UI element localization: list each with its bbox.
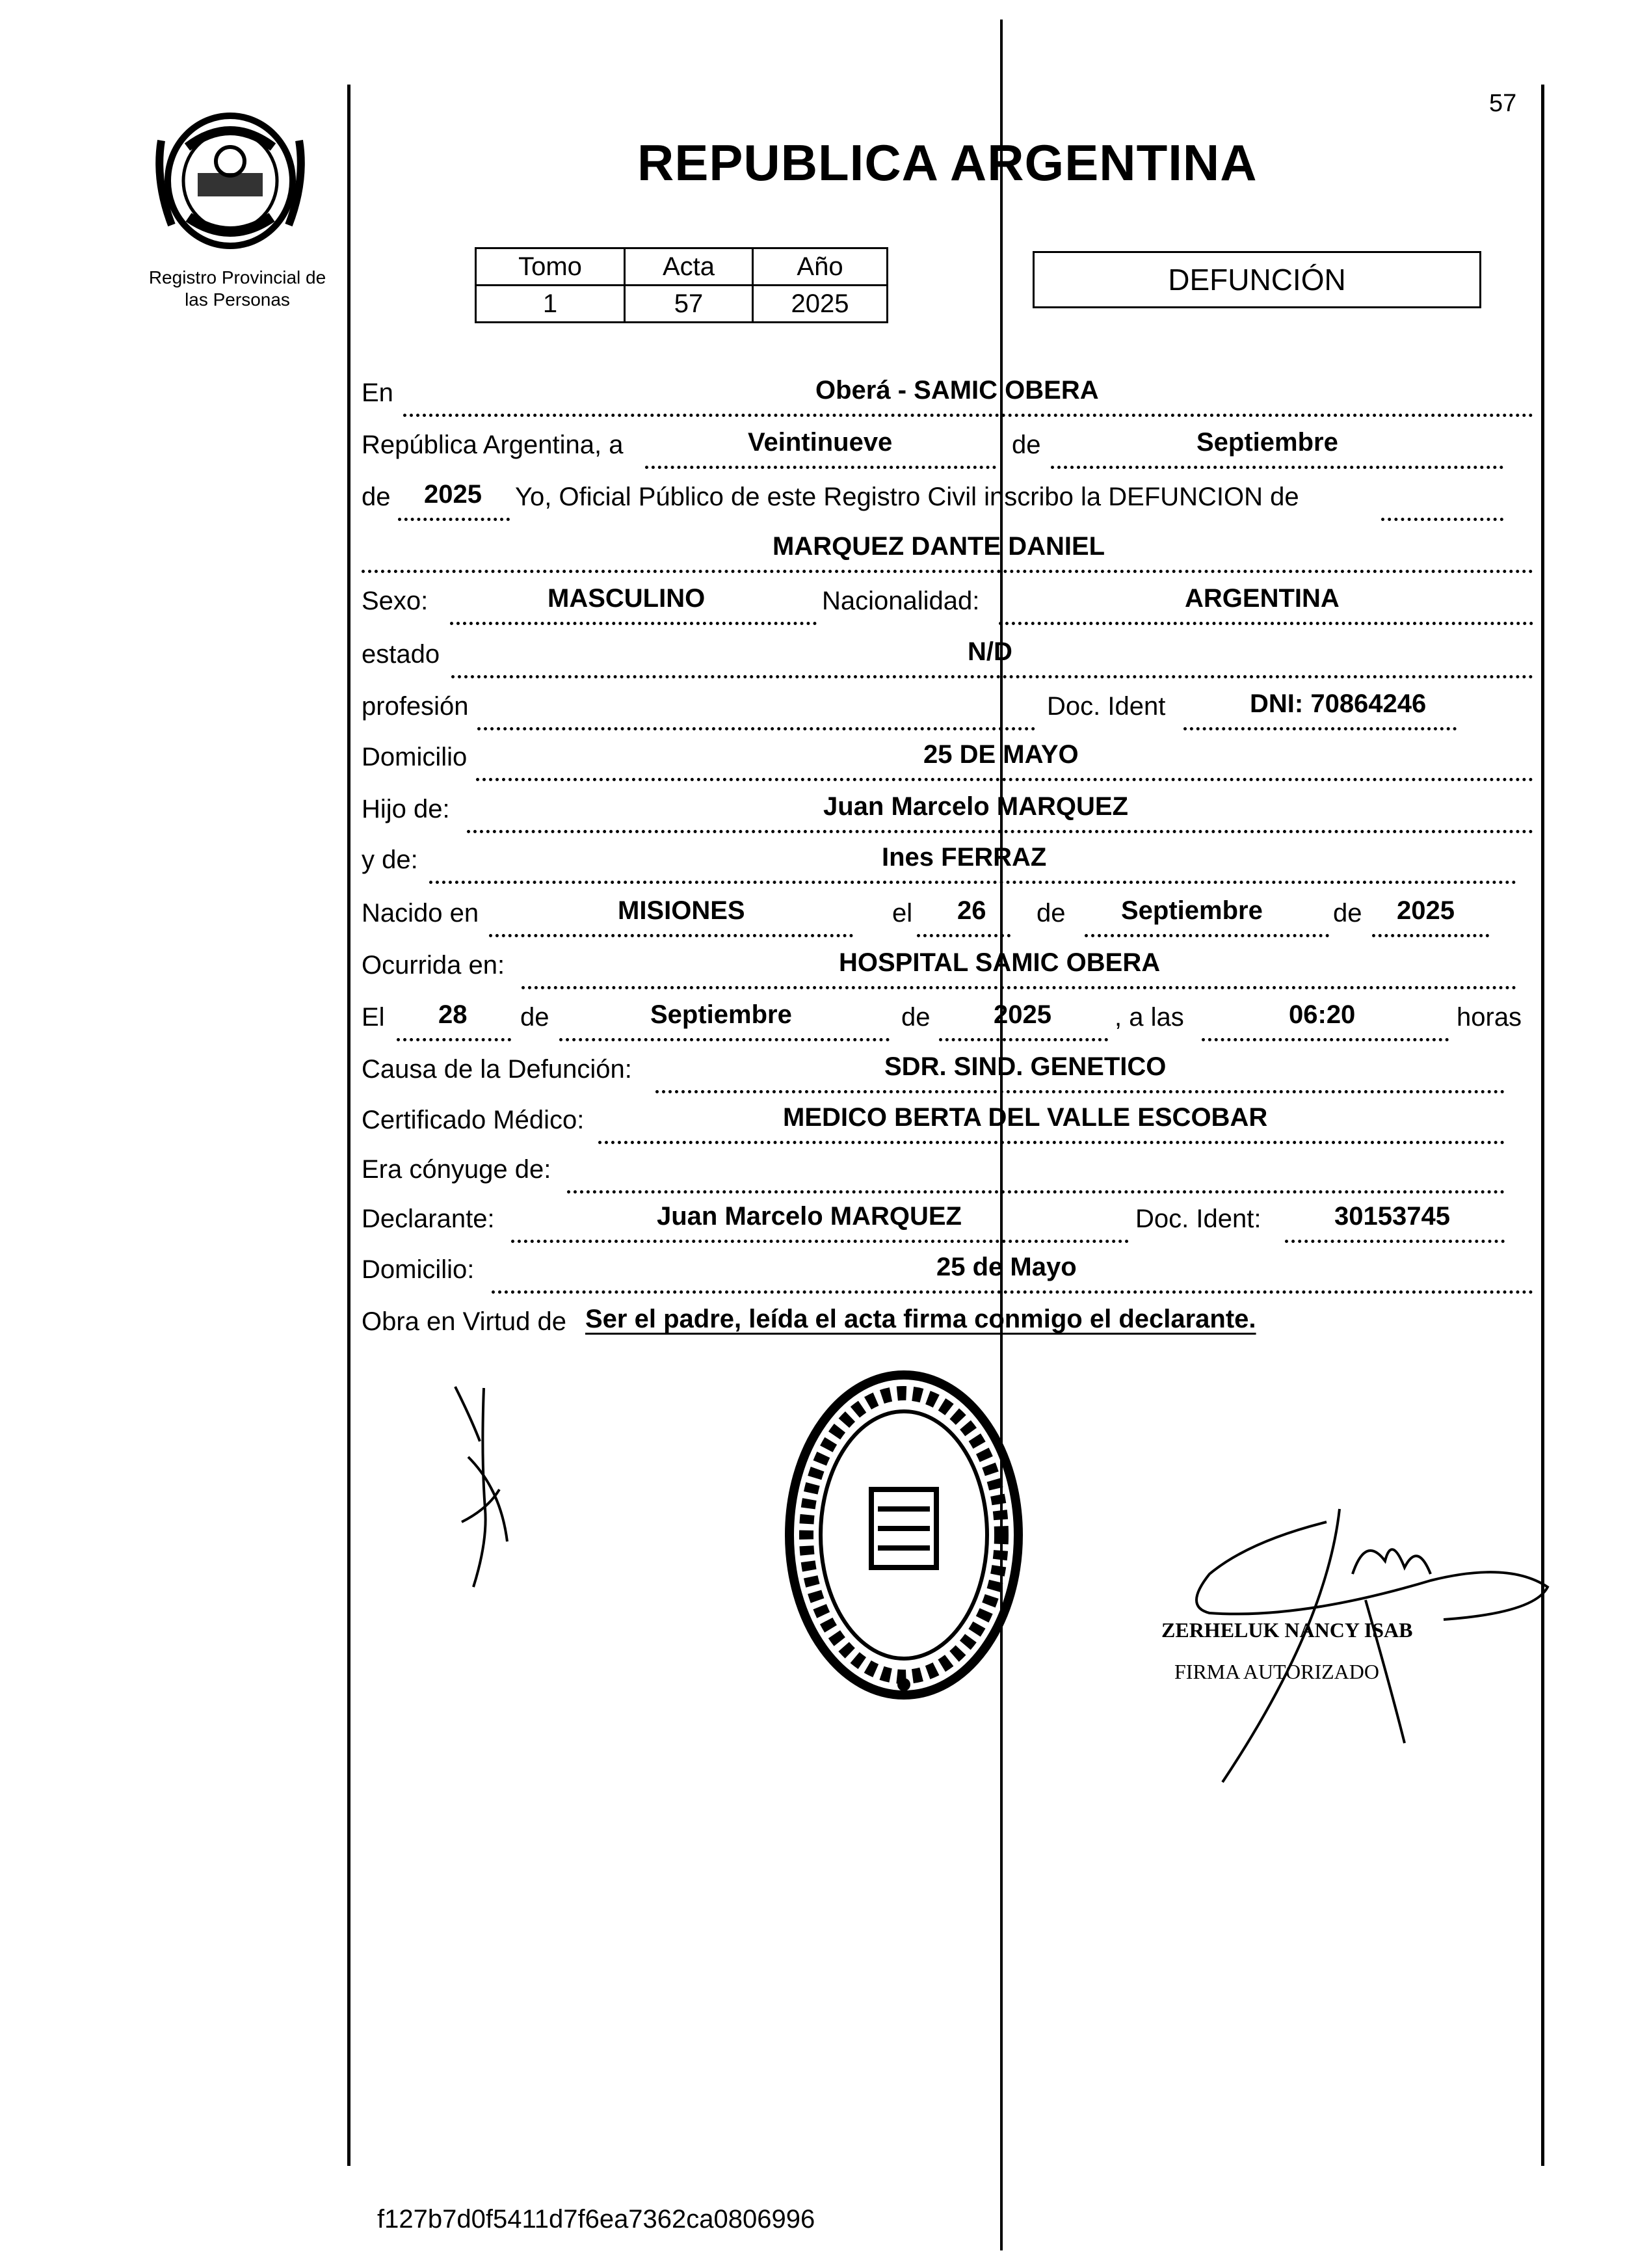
declarant-doc-value: 30153745: [1334, 1202, 1450, 1231]
profesion-label: profesión: [362, 692, 469, 721]
signature-right-icon: [1170, 1496, 1561, 1795]
value-tomo: 1: [476, 286, 625, 323]
estado-label: estado: [362, 640, 440, 669]
month-value: Septiembre: [1196, 428, 1338, 457]
de-label-6: de: [901, 1003, 931, 1032]
birth-month-value: Septiembre: [1121, 896, 1263, 925]
en-label: En: [362, 379, 393, 407]
conyuge-field: [567, 1158, 1505, 1194]
de-label-4: de: [1333, 899, 1362, 927]
declarant-address-value: 25 de Mayo: [936, 1253, 1077, 1281]
official-stamp-icon: [780, 1359, 1027, 1724]
deceased-name-value: MARQUEZ DANTE DANIEL: [773, 532, 1105, 561]
y-de-label: y de:: [362, 846, 418, 874]
year-value: 2025: [424, 480, 482, 509]
doc-ident-value: DNI: 70864246: [1250, 689, 1427, 718]
mother-value: Ines FERRAZ: [882, 843, 1047, 872]
reference-table: [475, 247, 888, 323]
death-year-value: 2025: [994, 1000, 1051, 1029]
official-name: ZERHELUK NANCY ISAB: [1161, 1618, 1413, 1642]
signature-left-icon: [442, 1379, 527, 1594]
sexo-value: MASCULINO: [548, 584, 706, 613]
cause-value: SDR. SIND. GENETICO: [884, 1052, 1167, 1081]
death-day-value: 28: [438, 1000, 468, 1029]
official-title: FIRMA AUTORIZADO: [1174, 1660, 1379, 1683]
death-time-value: 06:20: [1289, 1000, 1356, 1029]
left-margin-rule: [347, 85, 350, 2166]
el-label-2: El: [362, 1003, 385, 1032]
nacido-label: Nacido en: [362, 899, 479, 927]
republica-label: República Argentina, a: [362, 431, 624, 459]
doctor-value: MEDICO BERTA DEL VALLE ESCOBAR: [783, 1103, 1268, 1132]
registry-name-line2: las Personas: [185, 289, 290, 310]
obra-text: Ser el padre, leída el acta firma conmigo el declarante.: [585, 1305, 1256, 1333]
obra-label: Obra en Virtud de: [362, 1307, 567, 1336]
horas-label: horas: [1457, 1003, 1522, 1032]
value-ano: 2025: [753, 286, 888, 323]
statement-field: [1381, 485, 1503, 521]
death-month-value: Septiembre: [650, 1000, 792, 1029]
place-value: Oberá - SAMIC OBERA: [815, 376, 1099, 405]
misiones-seal-icon: [148, 101, 312, 258]
header-tomo: Tomo: [476, 248, 625, 286]
header-ano: Año: [753, 248, 888, 286]
birth-day-value: 26: [957, 896, 986, 925]
doc-ident-label-2: Doc. Ident:: [1135, 1205, 1262, 1233]
registry-name-line1: Registro Provincial de: [148, 267, 326, 287]
doc-ident-label: Doc. Ident: [1047, 692, 1166, 721]
de-label: de: [1012, 431, 1041, 459]
registry-name: [133, 267, 341, 311]
alas-label: , a las: [1115, 1003, 1184, 1032]
el-label: el: [892, 899, 913, 927]
conyuge-label: Era cónyuge de:: [362, 1155, 551, 1184]
header-acta: Acta: [625, 248, 753, 286]
value-acta: 57: [625, 286, 753, 323]
hijo-de-label: Hijo de:: [362, 795, 450, 823]
right-margin-rule: [1541, 85, 1544, 2166]
domicilio-label: Domicilio: [362, 743, 468, 771]
birth-year-value: 2025: [1397, 896, 1455, 925]
certificado-label: Certificado Médico:: [362, 1106, 585, 1134]
de-label-2: de: [362, 483, 391, 511]
sexo-label: Sexo:: [362, 587, 429, 615]
father-value: Juan Marcelo MARQUEZ: [823, 792, 1128, 821]
declarante-label: Declarante:: [362, 1205, 495, 1233]
de-label-5: de: [520, 1003, 549, 1032]
ocurrida-label: Ocurrida en:: [362, 951, 505, 980]
nacionalidad-value: ARGENTINA: [1185, 584, 1340, 613]
de-label-3: de: [1037, 899, 1066, 927]
nacionalidad-label: Nacionalidad:: [822, 587, 980, 615]
death-place-value: HOSPITAL SAMIC OBERA: [839, 948, 1161, 977]
estado-value: N/D: [968, 637, 1012, 666]
domicilio-value: 25 DE MAYO: [923, 740, 1079, 769]
country-title: REPUBLICA ARGENTINA: [637, 134, 1258, 191]
profesion-field: [477, 695, 1035, 730]
domicilio-label-2: Domicilio:: [362, 1255, 475, 1284]
document-hash: f127b7d0f5411d7f6ea7362ca0806996: [377, 2205, 815, 2234]
birth-place-value: MISIONES: [618, 896, 745, 925]
declarant-value: Juan Marcelo MARQUEZ: [657, 1202, 962, 1231]
page-number: 57: [1489, 90, 1517, 117]
day-words-value: Veintinueve: [748, 428, 893, 457]
act-type-box: DEFUNCIÓN: [1033, 251, 1481, 308]
statement-text: Yo, Oficial Público de este Registro Civil inscribo la DEFUNCION de: [515, 483, 1299, 511]
causa-label: Causa de la Defunción:: [362, 1055, 632, 1084]
